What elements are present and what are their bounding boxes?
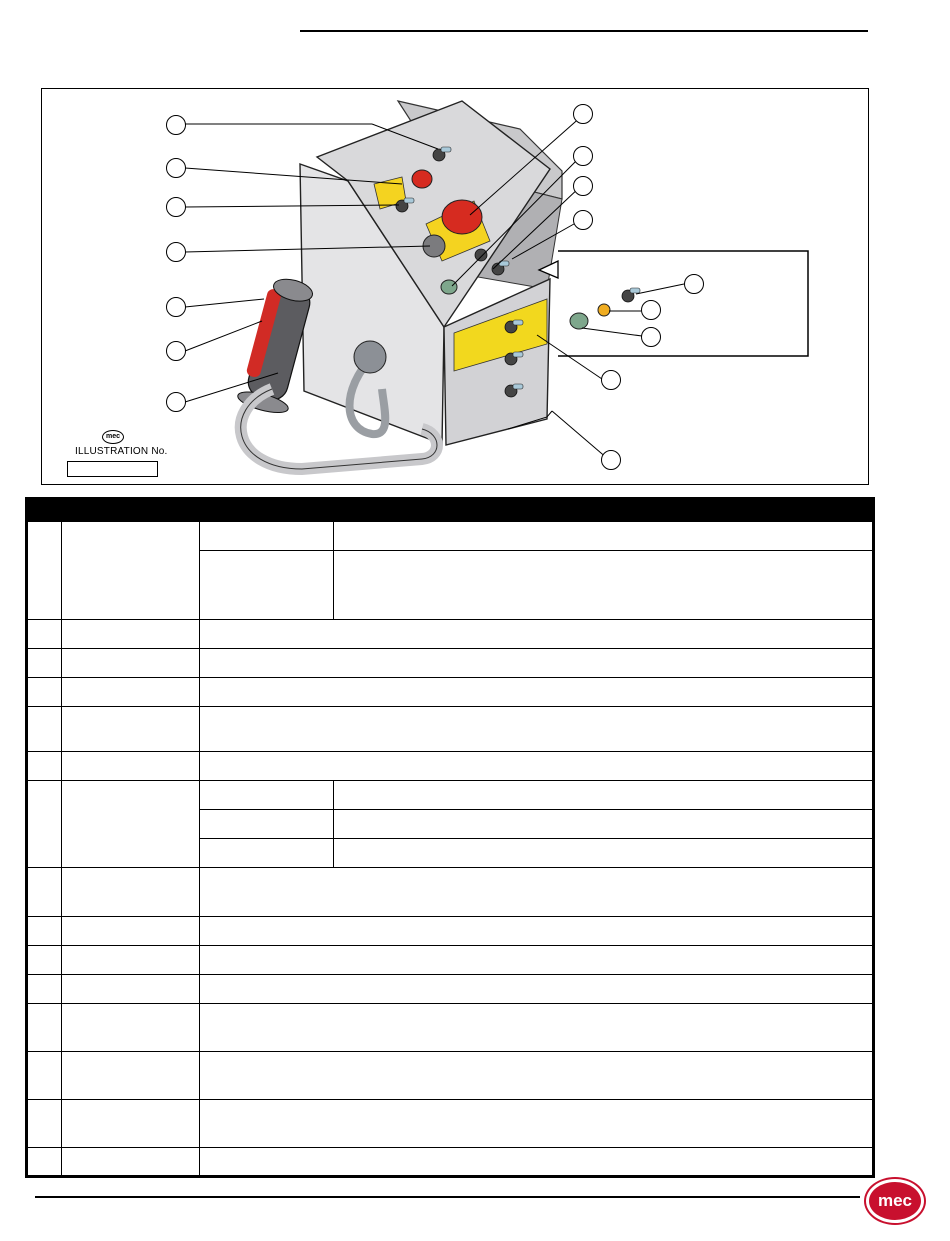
table-row [27,1052,874,1100]
row-name [62,752,200,781]
row-number [27,707,62,752]
row-description [200,975,874,1004]
callout-marker [573,176,593,196]
footer-rule [35,1196,860,1198]
row-description [200,946,874,975]
row-name [62,975,200,1004]
table-row [27,1148,874,1177]
row-description [200,649,874,678]
callout-marker [166,242,186,262]
row-description [200,707,874,752]
table-row [27,649,874,678]
row-name [62,1148,200,1177]
table-row [27,946,874,975]
row-name [62,917,200,946]
callout-marker [601,370,621,390]
callout-marker [641,327,661,347]
callout-marker [573,146,593,166]
row-name [62,522,200,620]
row-name [62,707,200,752]
mec-logo: mec [866,1179,924,1223]
row-name [62,1100,200,1148]
table-row [27,678,874,707]
controls-table [25,521,875,1178]
row-number [27,1004,62,1052]
table-row [27,1100,874,1148]
row-name [62,620,200,649]
row-number [27,620,62,649]
sub-description [334,839,874,868]
sub-description [334,781,874,810]
mec-mark: mec [102,430,124,444]
callout-marker [684,274,704,294]
row-description [200,620,874,649]
row-description [200,678,874,707]
row-number [27,975,62,1004]
table-row [27,707,874,752]
row-number [27,649,62,678]
table-row [27,917,874,946]
callout-marker [166,158,186,178]
sub-label [200,522,334,551]
control-box-illustration [41,88,869,485]
row-number [27,678,62,707]
row-description [200,1052,874,1100]
table-row [27,781,874,810]
sub-description [334,522,874,551]
row-description [200,1148,874,1177]
header-rule [300,30,868,32]
row-description [200,917,874,946]
row-name [62,868,200,917]
row-number [27,946,62,975]
row-description [200,1004,874,1052]
illustration-label: ILLUSTRATION No. [75,446,168,457]
sub-label [200,810,334,839]
sub-description [334,551,874,620]
table-row [27,868,874,917]
sub-label [200,781,334,810]
table-row [27,1004,874,1052]
row-number [27,752,62,781]
table-row [27,975,874,1004]
callout-marker [166,197,186,217]
control-box-drawing [42,89,869,485]
table-row [27,752,874,781]
row-number [27,868,62,917]
row-name [62,1004,200,1052]
callout-marker [601,450,621,470]
table-header-bar [25,497,875,521]
row-name [62,946,200,975]
table-row [27,522,874,551]
callout-marker [166,115,186,135]
sub-label [200,551,334,620]
row-number [27,1148,62,1177]
row-number [27,781,62,868]
row-description [200,1100,874,1148]
callout-marker [641,300,661,320]
callout-marker [573,210,593,230]
row-name [62,649,200,678]
row-name [62,1052,200,1100]
table-row [27,620,874,649]
row-number [27,1052,62,1100]
sub-label [200,839,334,868]
callout-marker [166,392,186,412]
callout-marker [166,297,186,317]
row-name [62,781,200,868]
row-description [200,752,874,781]
row-name [62,678,200,707]
callout-marker [166,341,186,361]
row-number [27,917,62,946]
callout-marker [573,104,593,124]
illustration-number-box [67,461,158,477]
row-number [27,1100,62,1148]
sub-description [334,810,874,839]
row-number [27,522,62,620]
row-description [200,868,874,917]
